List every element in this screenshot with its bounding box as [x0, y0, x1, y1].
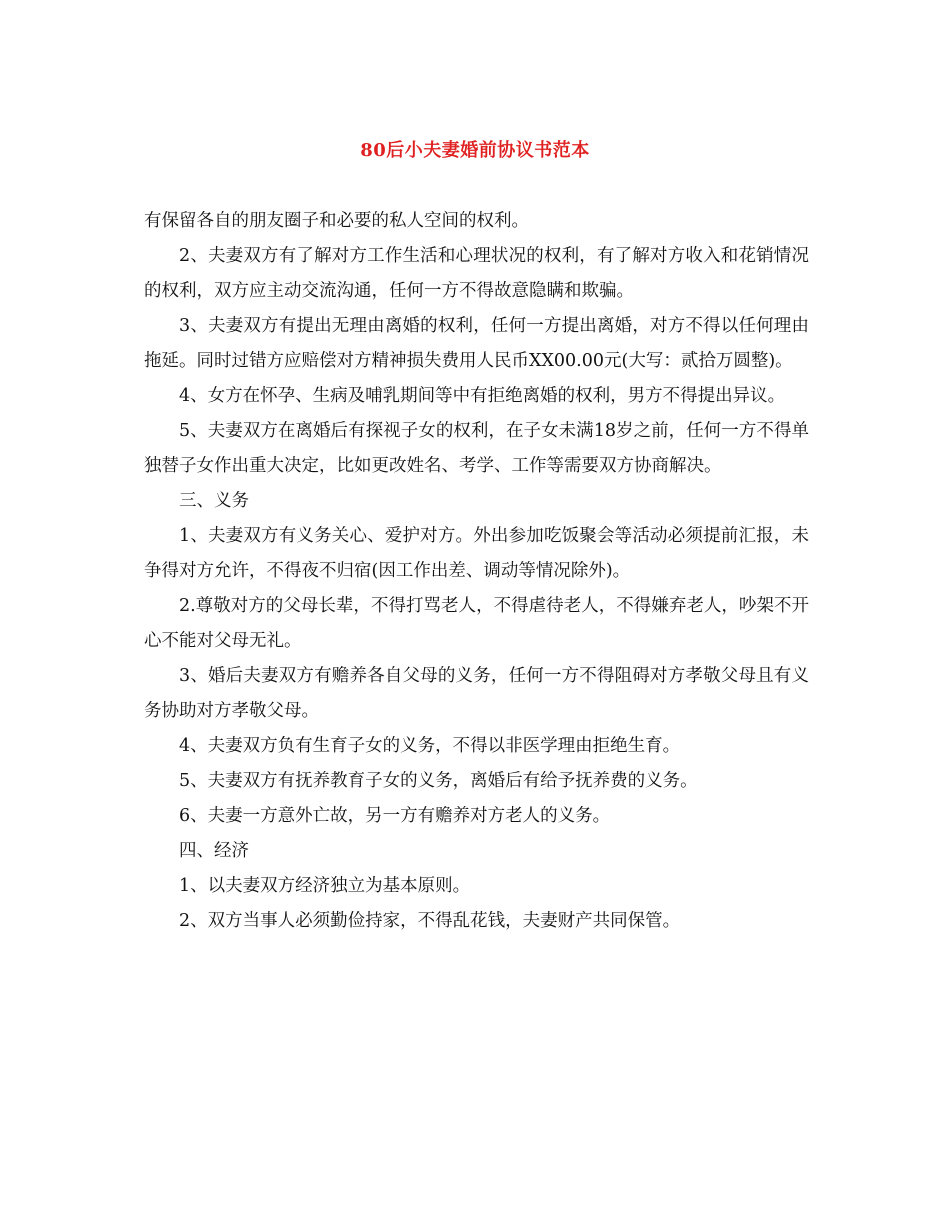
- paragraph: 2、夫妻双方有了解对方工作生活和心理状况的权利，有了解对方收入和花销情况的权利，双方应主动交流沟通，任何一方不得故意隐瞒和欺骗。: [144, 246, 809, 301]
- document-body: [144, 204, 809, 939]
- paragraph: 2、双方当事人必须勤俭持家，不得乱花钱，夫妻财产共同保管。: [179, 911, 681, 931]
- paragraph: 3、夫妻双方有提出无理由离婚的权利，任何一方提出离婚，对方不得以任何理由拖延。同时过错方应赔偿对方精神损失费用人民币XX00.00元(大写：贰拾万圆整)。: [144, 316, 809, 371]
- section-heading-obligations: 三、义务: [179, 491, 249, 511]
- paragraph: 4、夫妻双方负有生育子女的义务，不得以非医学理由拒绝生育。: [179, 736, 681, 756]
- paragraph: 2.尊敬对方的父母长辈，不得打骂老人，不得虐待老人，不得嫌弃老人，吵架不开心不能对父母无礼。: [144, 596, 809, 651]
- paragraph: 5、夫妻双方在离婚后有探视子女的权利，在子女未满18岁之前，任何一方不得单独替子女作出重大决定，比如更改姓名、考学、工作等需要双方协商解决。: [144, 421, 809, 476]
- paragraph: 有保留各自的朋友圈子和必要的私人空间的权利。: [144, 211, 529, 231]
- section-heading-economy: 四、经济: [179, 841, 249, 861]
- paragraph: 1、以夫妻双方经济独立为基本原则。: [179, 876, 471, 896]
- paragraph: 1、夫妻双方有义务关心、爱护对方。外出参加吃饭聚会等活动必须提前汇报，未争得对方允许，不得夜不归宿(因工作出差、调动等情况除外)。: [144, 526, 809, 581]
- document-title: 80后小夫妻婚前协议书范本: [360, 140, 590, 161]
- paragraph: 3、婚后夫妻双方有赡养各自父母的义务，任何一方不得阻碍对方孝敬父母且有义务协助对方孝敬父母。: [144, 666, 809, 721]
- paragraph: 6、夫妻一方意外亡故，另一方有赡养对方老人的义务。: [179, 806, 611, 826]
- paragraph: 5、夫妻双方有抚养教育子女的义务，离婚后有给予抚养费的义务。: [179, 771, 698, 791]
- paragraph: 4、女方在怀孕、生病及哺乳期间等中有拒绝离婚的权利，男方不得提出异议。: [179, 386, 786, 406]
